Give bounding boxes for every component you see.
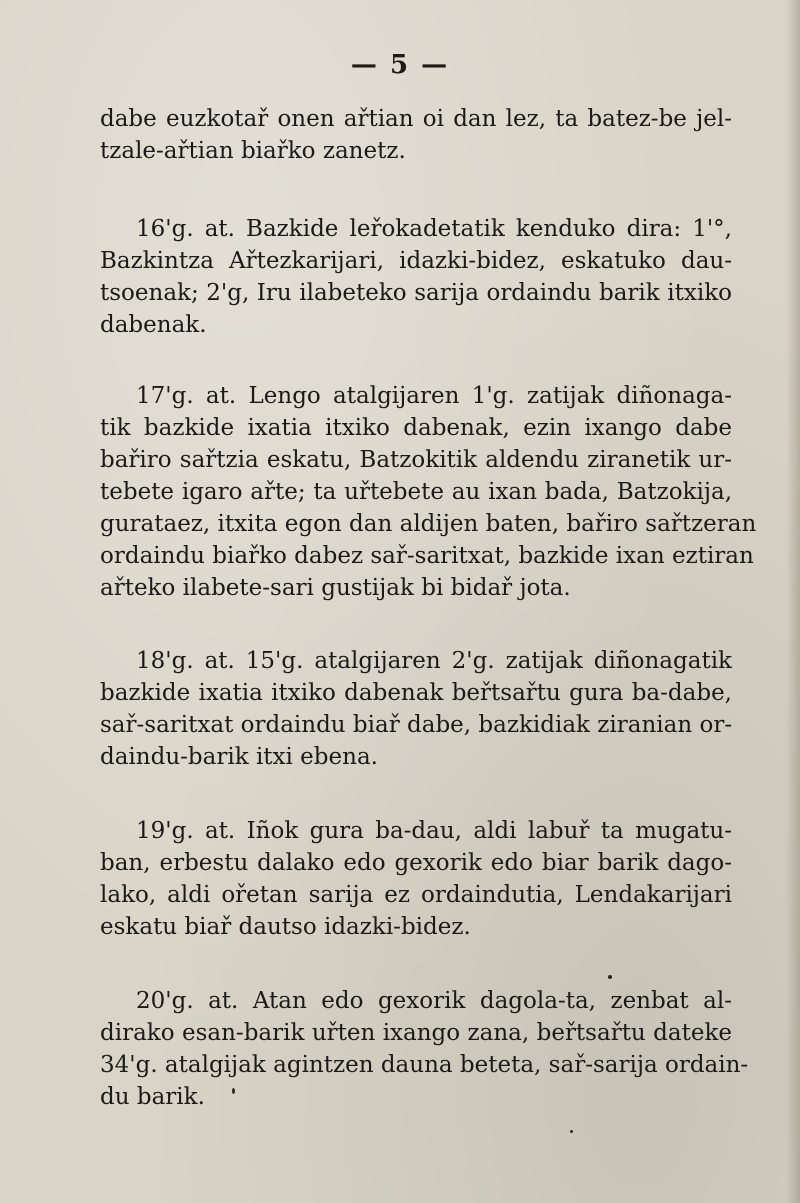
text-line: 34'g. atalgijak agintzen dauna beteta, sař-sarija ordain- — [100, 1052, 749, 1078]
article-16 — [100, 213, 732, 341]
text-line: dabe euzkotař onen ařtian oi dan lez, ta batez-be jel- — [100, 106, 732, 132]
text-line: daindu-barik itxi ebena. — [100, 744, 378, 770]
text-line: 16'g. at. Bazkide leřokadetatik kenduko dira: 1'°, — [136, 216, 732, 242]
ink-speck — [608, 975, 612, 979]
article-17 — [100, 380, 757, 604]
text-line: tebete igaro ařte; ta uřtebete au ixan bada, Batzokija, — [100, 479, 732, 505]
text-line: tsoenak; 2'g, Iru ilabeteko sarija ordaindu barik itxiko — [100, 280, 732, 306]
text-line: 19'g. at. Iñok gura ba-dau, aldi labuř ta mugatu- — [136, 818, 732, 844]
text-line: dabenak. — [100, 312, 207, 338]
text-line: bařiro sařtzia eskatu, Batzokitik aldendu ziranetik ur- — [100, 447, 732, 473]
text-line: dirako esan-barik uřten ixango zana, beřtsařtu dateke — [100, 1020, 732, 1046]
text-line: bazkide ixatia itxiko dabenak beřtsařtu gura ba-dabe, — [100, 680, 732, 706]
text-line: tik bazkide ixatia itxiko dabenak, ezin ixango dabe — [100, 415, 732, 441]
page-edge-shadow — [786, 0, 800, 1203]
page-number: — 5 — — [350, 50, 450, 80]
text-line: 18'g. at. 15'g. atalgijaren 2'g. zatijak diñonagatik — [136, 648, 732, 674]
text-line: lako, aldi ořetan sarija ez ordaindutia, Lendakarijari — [100, 882, 732, 908]
text-line: du barik. — [100, 1084, 205, 1110]
text-line: 20'g. at. Atan edo gexorik dagola-ta, zenbat al- — [136, 988, 732, 1014]
text-line: ordaindu biařko dabez sař-saritxat, bazkide ixan eztiran — [100, 543, 754, 569]
text-line: 17'g. at. Lengo atalgijaren 1'g. zatijak diñonaga- — [136, 383, 732, 409]
text-line: gurataez, itxita egon dan aldijen baten, bařiro sařtzeran — [100, 511, 757, 537]
article-18 — [100, 645, 732, 773]
text-line: ban, erbestu dalako edo gexorik edo biar barik dago- — [100, 850, 732, 876]
paragraph-continuation — [100, 103, 732, 167]
text-line: Bazkintza Ařtezkarijari, idazki-bidez, eskatuko dau- — [100, 248, 732, 274]
text-line: sař-saritxat ordaindu biař dabe, bazkidiak ziranian or- — [100, 712, 733, 738]
article-19 — [100, 815, 732, 943]
text-line: ařteko ilabete-sari gustijak bi bidař jota. — [100, 575, 571, 601]
article-20 — [100, 985, 749, 1113]
text-line: eskatu biař dautso idazki-bidez. — [100, 914, 471, 940]
ink-speck — [232, 1088, 235, 1094]
ink-speck — [570, 1130, 573, 1133]
text-line: tzale-ařtian biařko zanetz. — [100, 138, 406, 164]
